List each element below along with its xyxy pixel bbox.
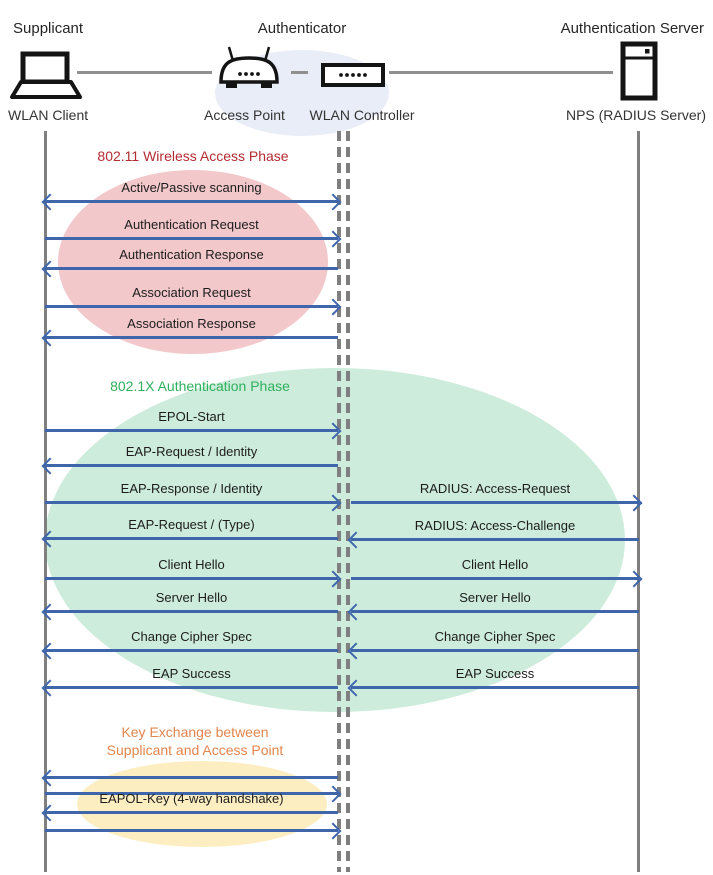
arrow-right-icon — [45, 237, 338, 240]
node-wlan-client: WLAN Client — [8, 107, 89, 123]
arrow-left-icon — [45, 776, 338, 779]
access-point-icon — [217, 46, 281, 95]
arrow-left-icon — [45, 464, 338, 467]
node-wlan-controller: WLAN Controller — [309, 107, 415, 123]
role-authentication-server: Authentication Server — [560, 20, 704, 37]
arrow-left-icon — [45, 610, 338, 613]
arrow-both-icon — [45, 200, 338, 203]
arrow-left-icon — [351, 610, 639, 613]
arrow-right-icon — [45, 429, 338, 432]
arrow-right-icon — [45, 501, 338, 504]
arrow-left-icon — [45, 336, 338, 339]
laptop-icon — [9, 51, 83, 106]
phase-8021x-title: 802.1X Authentication Phase — [110, 378, 290, 394]
link-client-ap — [77, 71, 212, 74]
arrow-right-icon — [45, 577, 338, 580]
arrow-left-icon — [45, 267, 338, 270]
arrow-left-icon — [351, 538, 639, 541]
node-access-point: Access Point — [204, 107, 285, 123]
arrow-right-icon — [45, 829, 338, 832]
server-icon — [620, 41, 658, 106]
wlan-controller-icon — [321, 63, 385, 92]
phase-key-exchange-title-line1: Key Exchange between — [121, 724, 269, 740]
phase-key-exchange-title — [45, 723, 345, 759]
node-nps-server: NPS (RADIUS Server) — [565, 107, 706, 123]
sequence-diagram: Supplicant Authenticator Authentication Server WLAN Client Access Point WLAN Controller NPS (RADIUS Server) 802.11 Wireless Access Phase 802.1X Authentication Phase Key Exchange between Supplicant and Access Point Active/Passive scanning Authentication Request Authentication Response Association Request Association Response EPOL-Start EAP-Request / Identity EAP-Response / Identity EAP-Request / (Type) Client Hello Server Hello Change Cipher Spec EAP Success EAPOL-Key (4-way handshake) RADIUS: Access-Request RADIUS: Access-Challenge Client Hello Server Hello Change Cipher Spec EAP Success — [0, 0, 713, 875]
arrow-left-icon — [45, 811, 338, 814]
role-supplicant: Supplicant — [13, 20, 84, 37]
phase-key-exchange-title-line2: Supplicant and Access Point — [106, 742, 284, 758]
arrow-left-icon — [45, 686, 338, 689]
arrow-right-icon — [351, 577, 639, 580]
arrow-right-icon — [45, 305, 338, 308]
arrow-left-icon — [351, 686, 639, 689]
arrow-right-icon — [351, 501, 639, 504]
lifeline-controller-dash-2 — [346, 131, 350, 872]
arrow-left-icon — [45, 649, 338, 652]
role-authenticator: Authenticator — [257, 20, 347, 37]
arrow-left-icon — [45, 537, 338, 540]
link-ap-controller — [291, 71, 308, 74]
arrow-left-icon — [351, 649, 639, 652]
link-controller-server — [389, 71, 613, 74]
phase-80211-title: 802.11 Wireless Access Phase — [97, 148, 289, 164]
